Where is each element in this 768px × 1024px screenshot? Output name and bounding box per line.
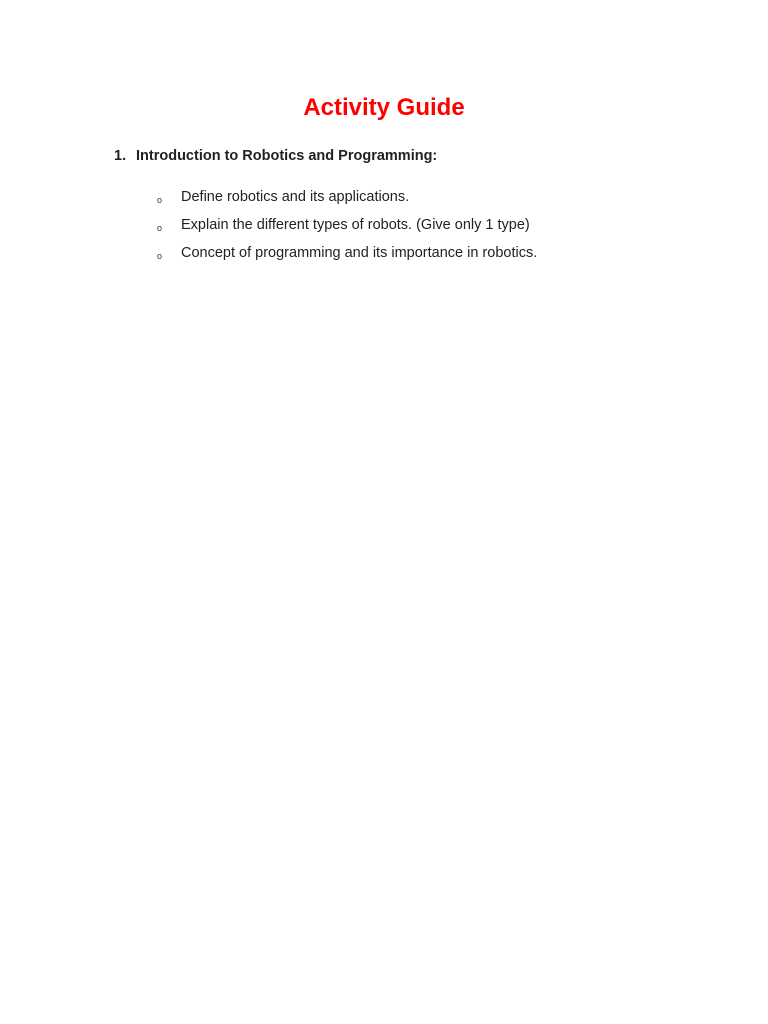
section-heading [114, 146, 437, 166]
list-item-text: Explain the different types of robots. (Give only 1 type) [181, 217, 530, 233]
page-title: Activity Guide [303, 94, 465, 121]
hollow-bullet-icon: o [157, 223, 163, 233]
hollow-bullet-icon: o [157, 195, 163, 205]
list-item-text: Concept of programming and its importance in robotics. [181, 245, 538, 261]
hollow-bullet-icon: o [157, 251, 163, 261]
section-number: 1. [114, 148, 127, 164]
list-item [0, 187, 768, 215]
list-item [0, 243, 768, 271]
section-heading-text: Introduction to Robotics and Programming: [136, 148, 438, 164]
list-item [0, 215, 768, 243]
list-item-text: Define robotics and its applications. [181, 189, 410, 205]
section-bullet-list [0, 187, 768, 271]
